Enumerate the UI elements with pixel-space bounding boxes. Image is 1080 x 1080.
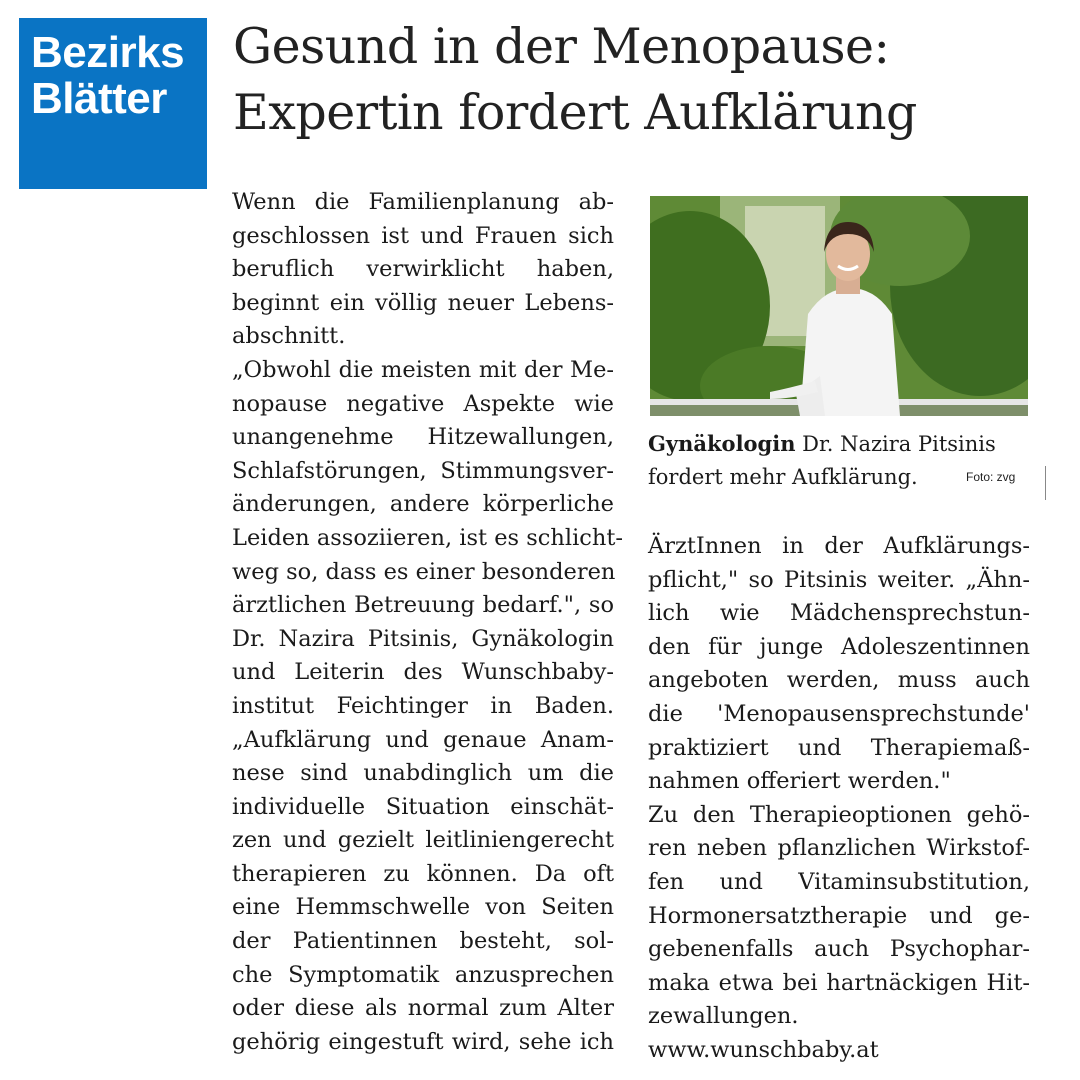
text-line: der Patientinnen besteht, sol- <box>232 928 614 955</box>
text-line: therapieren zu können. Da oft <box>232 860 614 887</box>
text-line: gebenenfalls auch Psychophar- <box>648 936 1030 963</box>
article-right-column <box>648 530 1030 1068</box>
caption-line-2: fordert mehr Aufklärung. <box>648 465 918 489</box>
text-line: abschnitt. <box>232 323 346 350</box>
text-line: nahmen offeriert werden." <box>648 768 951 795</box>
text-line: unangenehme Hitzewallungen, <box>232 424 614 451</box>
text-line: pflicht," so Pitsinis weiter. „Ähn- <box>648 566 1030 593</box>
text-line: beruflich verwirklicht haben, <box>232 256 614 283</box>
text-line: nopause negative Aspekte wie <box>232 390 614 417</box>
photo-credit: Foto: zvg <box>966 470 1016 484</box>
text-line: und Leiterin des Wunschbaby- <box>232 659 614 686</box>
text-line: Wenn die Familienplanung ab- <box>232 189 614 215</box>
text-line: Dr. Nazira Pitsinis, Gynäkologin <box>232 625 614 652</box>
text-line: che Symptomatik anzusprechen <box>232 961 614 988</box>
text-line: ren neben pflanzlichen Wirkstof- <box>648 835 1030 862</box>
text-line: änderungen, andere körperliche <box>232 491 614 518</box>
text-line: ÄrztInnen in der Aufklärungs- <box>648 533 1030 559</box>
text-line: „Aufklärung und genaue Anam- <box>232 726 614 753</box>
text-line: eine Hemmschwelle von Seiten <box>232 894 614 921</box>
logo-line-2: Blätter <box>31 74 167 123</box>
headline-line-2: Expertin fordert Aufklärung <box>233 84 917 141</box>
column-rule <box>1045 466 1046 500</box>
caption-name: Dr. Nazira Pitsinis <box>795 432 996 456</box>
text-line: praktiziert und Therapiemaß- <box>648 734 1030 761</box>
text-line: lich wie Mädchensprechstun- <box>648 600 1030 627</box>
bezirksblaetter-logo <box>19 18 207 189</box>
text-line: „Obwohl die meisten mit der Me- <box>232 356 614 383</box>
text-line: angeboten werden, muss auch <box>648 667 1030 694</box>
headline-line-1: Gesund in der Menopause: <box>233 18 890 75</box>
text-line: ärztlichen Betreuung bedarf.", so <box>232 592 614 619</box>
portrait-photo <box>650 196 1028 416</box>
text-line: institut Feichtinger in Baden. <box>232 692 614 719</box>
text-line: Hormonersatztherapie und ge- <box>648 902 1030 929</box>
text-line: oder diese als normal zum Alter <box>232 995 614 1022</box>
text-line: Zu den Therapieoptionen gehö- <box>648 801 1030 828</box>
article-left-column <box>232 186 624 1059</box>
logo-line-1: Bezirks <box>31 28 185 77</box>
caption-line-1 <box>648 427 1038 461</box>
text-line: weg so, dass es einer besonderen <box>232 558 616 585</box>
text-line: individuelle Situation einschät- <box>232 793 614 820</box>
text-line: zen und gezielt leitliniengerecht <box>232 827 614 854</box>
text-line: gehörig eingestuft wird, sehe ich <box>232 1028 614 1055</box>
text-line: fen und Vitaminsubstitution, <box>648 868 1030 895</box>
text-line: Leiden assoziieren, ist es schlicht- <box>232 524 624 551</box>
text-line: die 'Menopausensprechstunde' <box>648 700 1030 727</box>
text-line: maka etwa bei hartnäckigen Hit- <box>648 969 1030 996</box>
portrait-illustration <box>650 196 1028 416</box>
text-line: nese sind unabdinglich um die <box>232 760 614 787</box>
website-url: www.wunschbaby.at <box>648 1036 879 1063</box>
article-headline <box>233 14 1063 146</box>
text-line: den für junge Adoleszentinnen <box>648 633 1030 660</box>
text-line: beginnt ein völlig neuer Lebens- <box>232 289 614 316</box>
caption-bold: Gynäkologin <box>648 431 796 456</box>
text-line: Schlafstörungen, Stimmungsver- <box>232 457 614 484</box>
text-line: zewallungen. <box>648 1003 799 1030</box>
text-line: geschlossen ist und Frauen sich <box>232 222 614 249</box>
